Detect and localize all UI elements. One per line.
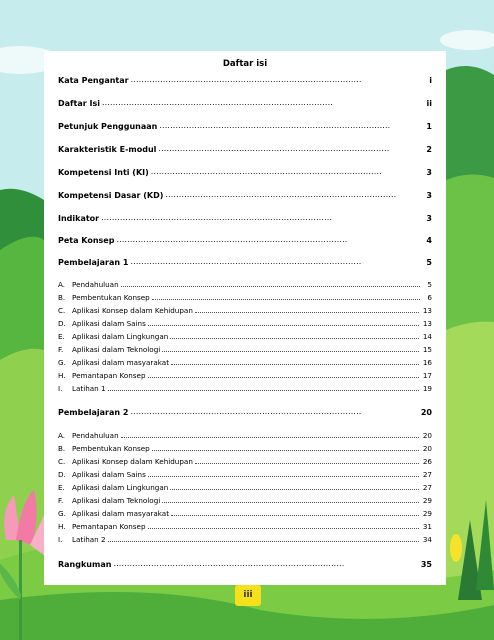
toc-subentry[interactable]	[58, 343, 432, 354]
toc-subentry-page: 6	[427, 293, 432, 302]
dot-leader	[170, 489, 419, 490]
toc-subentry[interactable]	[58, 278, 432, 289]
toc-subentry-label: Pemantapan Konsep	[72, 522, 146, 531]
toc-subentry-page: 29	[422, 509, 432, 518]
toc-subentry-letter: D.	[58, 470, 66, 479]
table-of-contents-page	[44, 51, 446, 585]
toc-subentry-letter: G.	[58, 358, 66, 367]
toc-entry-page: 3	[426, 191, 432, 200]
toc-entry-label: Pembelajaran 2	[58, 408, 129, 417]
toc-subentry-label: Aplikasi Konsep dalam Kehidupan	[72, 306, 193, 315]
dot-leader	[162, 502, 419, 503]
dot-leader	[121, 437, 419, 438]
toc-subentry[interactable]	[58, 455, 432, 466]
toc-subentry-letter: B.	[58, 293, 66, 302]
toc-subentry-letter: F.	[58, 345, 64, 354]
toc-entry-label: Pembelajaran 1	[58, 258, 129, 267]
toc-subentry-label: Aplikasi dalam Teknologi	[72, 345, 161, 354]
dot-leader	[152, 299, 420, 300]
dot-leader	[195, 312, 419, 313]
toc-entry-peta-konsep[interactable]	[58, 233, 432, 245]
dot-leader	[113, 559, 416, 568]
toc-subentry-page: 27	[422, 483, 432, 492]
dot-leader	[162, 351, 419, 352]
toc-subentry-label: Aplikasi dalam masyarakat	[72, 509, 170, 518]
dot-leader	[130, 407, 416, 416]
dot-leader	[152, 450, 419, 451]
toc-subentry[interactable]	[58, 304, 432, 315]
toc-subentry-label: Pembentukan Konsep	[72, 444, 150, 453]
toc-subentry-page: 13	[422, 319, 432, 328]
toc-entry-kompetensi-dasar[interactable]	[58, 188, 432, 200]
toc-subentry[interactable]	[58, 382, 432, 393]
toc-subentry-label: Aplikasi Konsep dalam Kehidupan	[72, 457, 193, 466]
toc-subentry-letter: I.	[58, 384, 63, 393]
toc-entry-page: 5	[426, 258, 432, 267]
toc-subentry-page: 29	[422, 496, 432, 505]
toc-subentry-letter: F.	[58, 496, 64, 505]
toc-subentry-letter: C.	[58, 306, 66, 315]
toc-subentry-label: Pembentukan Konsep	[72, 293, 150, 302]
toc-subentry-label: Aplikasi dalam Lingkungan	[72, 332, 169, 341]
dot-leader	[116, 235, 420, 244]
toc-subentry-page: 26	[422, 457, 432, 466]
toc-entry-daftar-isi[interactable]	[58, 96, 432, 108]
toc-subentry-page: 20	[422, 431, 432, 440]
toc-subentry[interactable]	[58, 330, 432, 341]
toc-subentry[interactable]	[58, 317, 432, 328]
toc-subentry[interactable]	[58, 429, 432, 440]
dot-leader	[148, 325, 419, 326]
toc-subentry-page: 13	[422, 306, 432, 315]
toc-entry-kompetensi-inti[interactable]	[58, 165, 432, 177]
toc-subentry[interactable]	[58, 507, 432, 518]
toc-subentry-label: Pemantapan Konsep	[72, 371, 146, 380]
toc-entry-label: Karakteristik E-modul	[58, 145, 157, 154]
toc-subentry-label: Aplikasi dalam Sains	[72, 319, 146, 328]
toc-subentry-label: Aplikasi dalam Lingkungan	[72, 483, 169, 492]
toc-subentry-letter: G.	[58, 509, 66, 518]
toc-entry-rangkuman[interactable]	[58, 557, 432, 569]
page-number-badge: iii	[235, 585, 261, 606]
toc-entry-label: Kompetensi Inti (KI)	[58, 168, 149, 177]
toc-subentry-page: 27	[422, 470, 432, 479]
dot-leader	[148, 377, 419, 378]
dot-leader	[195, 463, 419, 464]
dot-leader	[108, 541, 419, 542]
dot-leader	[171, 364, 419, 365]
toc-entry-label: Kompetensi Dasar (KD)	[58, 191, 164, 200]
dot-leader	[101, 213, 420, 222]
dot-leader	[170, 338, 419, 339]
toc-subentry[interactable]	[58, 494, 432, 505]
toc-subentry-page: 17	[422, 371, 432, 380]
toc-subentry[interactable]	[58, 533, 432, 544]
toc-entry-karakteristik[interactable]	[58, 142, 432, 154]
toc-subentry-letter: H.	[58, 371, 66, 380]
toc-subentry[interactable]	[58, 481, 432, 492]
toc-subentry-letter: B.	[58, 444, 66, 453]
dot-leader	[130, 257, 420, 266]
toc-entry-page: 20	[420, 408, 432, 417]
toc-entry-page: 2	[426, 145, 432, 154]
toc-subentry[interactable]	[58, 356, 432, 367]
toc-subentry[interactable]	[58, 291, 432, 302]
toc-subentry-page: 34	[422, 535, 432, 544]
dot-leader	[148, 528, 419, 529]
toc-subentry-label: Aplikasi dalam masyarakat	[72, 358, 170, 367]
toc-entry-pembelajaran-2[interactable]	[58, 405, 432, 417]
dot-leader	[108, 390, 419, 391]
toc-subentry-page: 31	[422, 522, 432, 531]
dot-leader	[148, 476, 419, 477]
toc-subentry-label: Aplikasi dalam Sains	[72, 470, 146, 479]
dot-leader	[165, 190, 420, 199]
flower-stem	[19, 540, 22, 640]
toc-entry-label: Daftar Isi	[58, 99, 100, 108]
dot-leader	[131, 75, 420, 84]
toc-subentry-letter: A.	[58, 280, 66, 289]
toc-subentry-letter: H.	[58, 522, 66, 531]
toc-entry-page: 3	[426, 168, 432, 177]
toc-entry-pembelajaran-1[interactable]	[58, 255, 432, 267]
toc-entry-label: Petunjuk Penggunaan	[58, 122, 158, 131]
toc-entry-petunjuk-penggunaan[interactable]	[58, 119, 432, 131]
toc-entry-page: 1	[426, 122, 432, 131]
toc-subentry-label: Latihan 2	[72, 535, 106, 544]
toc-subentry[interactable]	[58, 468, 432, 479]
toc-entry-page: ii	[426, 99, 432, 108]
toc-entry-label: Indikator	[58, 214, 100, 223]
dot-leader	[121, 286, 420, 287]
toc-entry-kata-pengantar[interactable]	[58, 73, 432, 85]
toc-subentry-page: 19	[422, 384, 432, 393]
dot-leader	[171, 515, 419, 516]
toc-subentry-page: 15	[422, 345, 432, 354]
toc-entry-indikator[interactable]	[58, 211, 432, 223]
toc-subentry-letter: C.	[58, 457, 66, 466]
toc-subentry-page: 5	[427, 280, 432, 289]
toc-subentry[interactable]	[58, 369, 432, 380]
dot-leader	[102, 98, 420, 107]
toc-entry-page: 35	[420, 560, 432, 569]
toc-subentry-letter: E.	[58, 483, 65, 492]
toc-subentry-label: Aplikasi dalam Teknologi	[72, 496, 161, 505]
toc-subentry-letter: A.	[58, 431, 66, 440]
dot-leader	[151, 167, 420, 176]
dot-leader	[158, 144, 420, 153]
toc-subentry-page: 14	[422, 332, 432, 341]
toc-subentry-letter: E.	[58, 332, 65, 341]
toc-entry-label: Rangkuman	[58, 560, 112, 569]
toc-entry-page: 4	[426, 236, 432, 245]
dot-leader	[159, 121, 420, 130]
toc-subentry-label: Pendahuluan	[72, 280, 119, 289]
yellow-leaf	[450, 534, 462, 562]
toc-entry-page: i	[429, 76, 432, 85]
toc-entry-label: Kata Pengantar	[58, 76, 129, 85]
toc-subentry[interactable]	[58, 442, 432, 453]
toc-subentry-label: Pendahuluan	[72, 431, 119, 440]
toc-subentry-page: 16	[422, 358, 432, 367]
toc-subentry-page: 20	[422, 444, 432, 453]
toc-subentry-label: Latihan 1	[72, 384, 106, 393]
toc-subentry[interactable]	[58, 520, 432, 531]
toc-entry-label: Peta Konsep	[58, 236, 115, 245]
toc-subentry-letter: I.	[58, 535, 63, 544]
toc-entry-page: 3	[426, 214, 432, 223]
toc-subentry-letter: D.	[58, 319, 66, 328]
page-title: Daftar isi	[222, 59, 268, 69]
